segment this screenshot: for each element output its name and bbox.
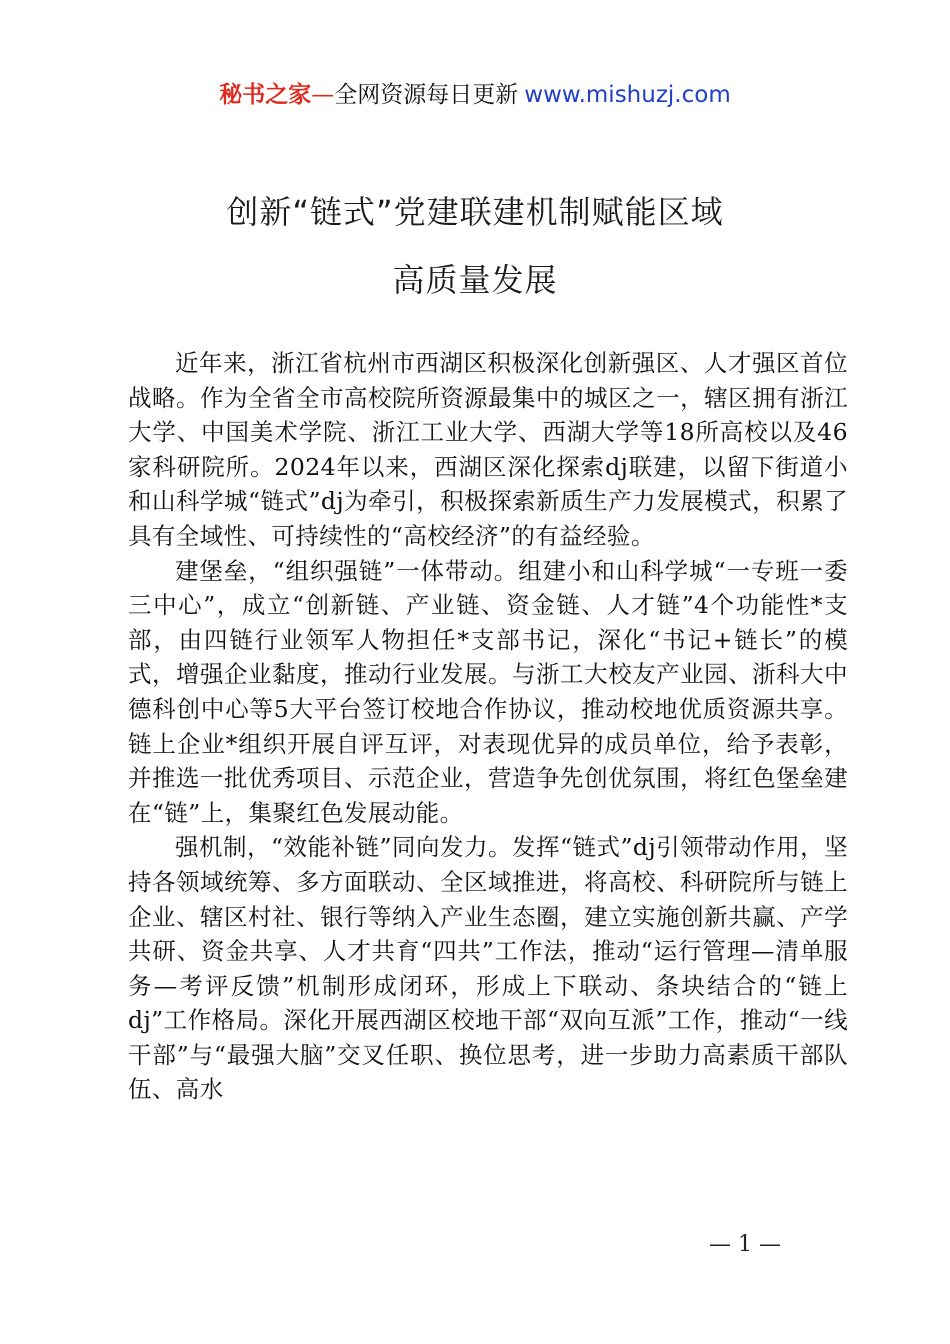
body-paragraph-mechanism: 强机制，“效能补链”同向发力。发挥“链式”dj引领带动作用，坚持各领域统筹、多方面联动、全区域推进，将高校、科研院所与链上企业、辖区村社、银行等纳入产业生态圈，建立实施创新共赢、产学共研、资金共享、人才共育“四共”工作法，推动“运行管理—清单服务—考评反馈”机制形成闭环，形成上下联动、条块结合的“链上dj”工作格局。深化开展西湖区校地干部“双向互派”工作，推动“一线干部”与“最强大脑”交叉任职、换位思考，进一步助力高素质干部队伍、高水 [128,833,848,1104]
banner-url-link[interactable]: www.mishuzj.com [524,82,731,108]
body-paragraph-organization: 建堡垒，“组织强链”一体带动。组建小和山科学城“一专班一委三中心”，成立“创新链、产业链、资金链、人才链”4个功能性*支部，由四链行业领军人物担任*支部书记，深化“书记+链长”的模式，增强企业黏度，推动行业发展。与浙工大校友产业园、浙科大中德科创中心等5大平台签订校地合作协议，推动校地优质资源共享。链上企业*组织开展自评互评，对表现优异的成员单位，给予表彰，并推选一批优秀项目、示范企业，营造争先创优氛围，将红色堡垒建在“链”上，集聚红色发展动能。 [128,556,848,827]
banner-slogan: 全网资源每日更新 [334,82,519,108]
document-body [128,346,848,1107]
banner-brand: 秘书之家 [219,82,312,108]
site-banner [0,78,950,112]
document-title-line-2: 高质量发展 [392,261,558,299]
banner-dash: — [311,82,335,108]
page-number: — 1 — [709,1232,781,1257]
document-title-line-1: 创新“链式”党建联建机制赋能区域 [226,193,724,231]
body-paragraph-intro: 近年来，浙江省杭州市西湖区积极深化创新强区、人才强区首位战略。作为全省全市高校院所资源最集中的城区之一，辖区拥有浙江大学、中国美术学院、浙江工业大学、西湖大学等18所高校以及46家科研院所。2024年以来，西湖区深化探索dj联建，以留下街道小和山科学城“链式”dj为牵引，积极探索新质生产力发展模式，积累了具有全域性、可持续性的“高校经济”的有益经验。 [128,349,848,550]
